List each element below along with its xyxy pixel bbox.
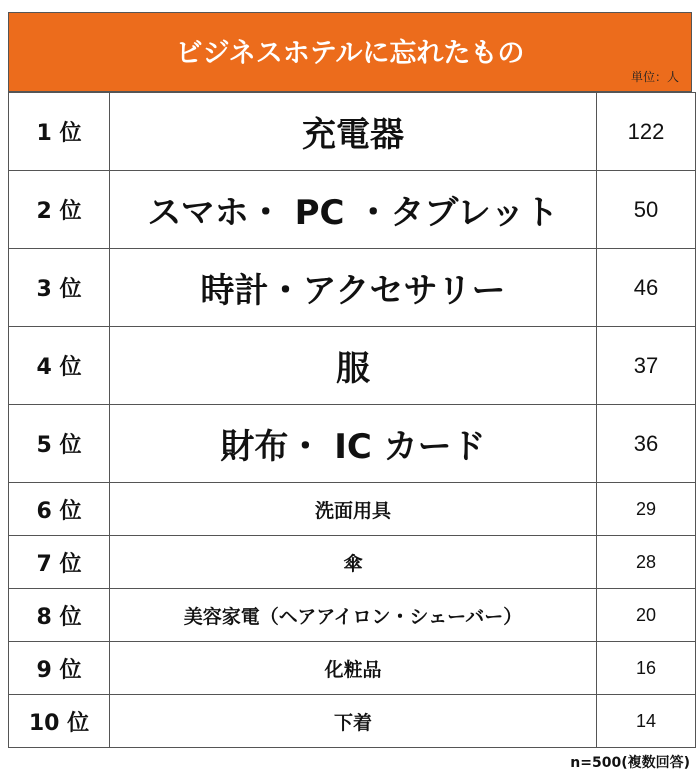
table-row xyxy=(9,249,696,327)
table-row xyxy=(9,483,696,536)
item-cell: 傘 xyxy=(110,536,597,589)
item-cell: スマホ・ PC ・タブレット xyxy=(110,171,597,249)
table-row xyxy=(9,695,696,748)
rank-cell: 1 位 xyxy=(9,93,110,171)
rank-cell: 3 位 xyxy=(9,249,110,327)
count-cell: 122 xyxy=(597,93,696,171)
count-cell: 14 xyxy=(597,695,696,748)
item-cell: 化粧品 xyxy=(110,642,597,695)
count-cell: 46 xyxy=(597,249,696,327)
table-row xyxy=(9,327,696,405)
count-cell: 28 xyxy=(597,536,696,589)
ranking-table xyxy=(8,12,692,748)
item-cell: 充電器 xyxy=(110,93,597,171)
count-cell: 20 xyxy=(597,589,696,642)
table-header xyxy=(8,12,692,92)
item-cell: 洗面用具 xyxy=(110,483,597,536)
rank-cell: 7 位 xyxy=(9,536,110,589)
rank-cell: 5 位 xyxy=(9,405,110,483)
item-cell: 財布・ IC カード xyxy=(110,405,597,483)
table-row xyxy=(9,171,696,249)
rank-cell: 8 位 xyxy=(9,589,110,642)
rank-cell: 9 位 xyxy=(9,642,110,695)
sample-note: n=500(複数回答) xyxy=(570,755,690,771)
table-row xyxy=(9,93,696,171)
count-cell: 50 xyxy=(597,171,696,249)
item-cell: 美容家電（ヘアアイロン・シェーバー） xyxy=(110,589,597,642)
rank-cell: 10 位 xyxy=(9,695,110,748)
item-cell: 時計・アクセサリー xyxy=(110,249,597,327)
rank-cell: 4 位 xyxy=(9,327,110,405)
count-cell: 37 xyxy=(597,327,696,405)
count-cell: 29 xyxy=(597,483,696,536)
table-row xyxy=(9,405,696,483)
ranking-table-body xyxy=(8,92,696,748)
rank-cell: 2 位 xyxy=(9,171,110,249)
count-cell: 16 xyxy=(597,642,696,695)
rank-cell: 6 位 xyxy=(9,483,110,536)
item-cell: 服 xyxy=(110,327,597,405)
table-title: ビジネスホテルに忘れたもの xyxy=(175,38,525,69)
table-row xyxy=(9,642,696,695)
table-row xyxy=(9,536,696,589)
count-cell: 36 xyxy=(597,405,696,483)
table-row xyxy=(9,589,696,642)
unit-label: 単位：人 xyxy=(630,70,679,84)
item-cell: 下着 xyxy=(110,695,597,748)
